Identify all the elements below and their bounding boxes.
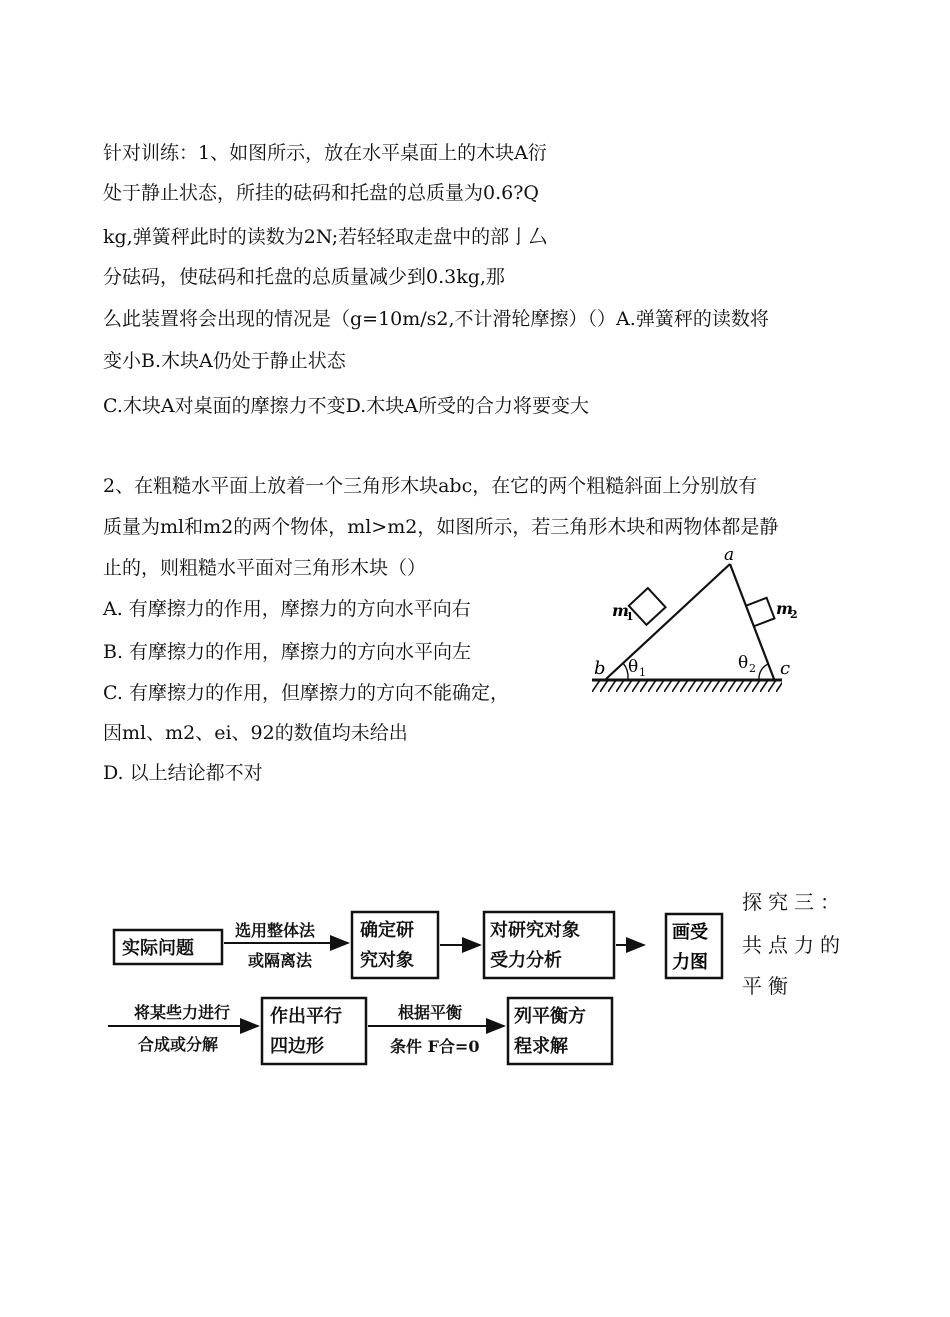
incline-left xyxy=(606,564,730,679)
row2-label-top: 将某些力进行 xyxy=(134,1003,231,1022)
label-a: a xyxy=(724,548,735,565)
q2-line-3: 止的，则粗糙水平面对三角形木块（） xyxy=(103,557,427,579)
label-theta2-sub: 2 xyxy=(749,662,756,675)
box-force-analysis-top: 对研究对象 xyxy=(490,920,580,941)
box-draw-force-diagram xyxy=(664,912,726,982)
step1-label-bottom: 或隔离法 xyxy=(248,951,313,970)
box-parallelogram-bottom: 四边形 xyxy=(270,1036,324,1057)
q1-line-7: C.木块A对桌面的摩擦力不变D.木块A所受的合力将要变大 xyxy=(103,395,589,417)
q1-line-4: 分砝码，使砝码和托盘的总质量减少到0.3kg,那 xyxy=(103,266,505,288)
q2-line-2: 质量为ml和m2的两个物体，ml>m2，如图所示，若三角形木块和两物体都是静 xyxy=(103,516,779,538)
label-c: c xyxy=(780,658,791,679)
box-force-analysis-bottom: 受力分析 xyxy=(490,950,562,971)
block-m1 xyxy=(629,588,666,625)
q1-line-5: 么此装置将会出现的情况是（g=10m/s2,不计滑轮摩擦）（）A.弹簧秤的读数将 xyxy=(103,308,769,330)
box-solve-equations-bottom: 程求解 xyxy=(514,1036,568,1057)
row2-label-bottom: 合成或分解 xyxy=(138,1035,219,1054)
q1-line-6: 变小B.木块A仍处于静止状态 xyxy=(103,350,346,372)
q2-option-a: A. 有摩擦力的作用，摩擦力的方向水平向右 xyxy=(103,598,471,620)
step-label-top: 根据平衡 xyxy=(398,1003,463,1022)
step-label-bottom: 条件 F合=0 xyxy=(390,1037,480,1056)
label-theta2: θ xyxy=(738,653,749,673)
label-m1: m xyxy=(612,601,629,620)
incline-figure xyxy=(584,548,808,708)
q1-line-2: 处于静止状态，所挂的砝码和托盘的总质量为0.6?Q xyxy=(103,182,539,204)
q2-option-d: D. 以上结论都不对 xyxy=(103,762,263,784)
ground-hatching xyxy=(592,680,782,692)
section-3-line-1: 探究三： xyxy=(742,890,846,914)
q2-option-b: B. 有摩擦力的作用，摩擦力的方向水平向左 xyxy=(103,641,472,663)
box-determine-object-bottom: 究对象 xyxy=(360,950,414,971)
q2-option-c-cont: 因ml、m2、ei、92的数值均未给出 xyxy=(103,722,408,744)
theta2-arc xyxy=(759,664,768,679)
q2-option-c: C. 有摩擦力的作用，但摩擦力的方向不能确定， xyxy=(103,682,509,704)
label-theta1-sub: 1 xyxy=(639,666,646,679)
section-3-line-2: 共点力的 xyxy=(742,933,846,957)
label-theta1: θ xyxy=(628,657,639,677)
block-m2 xyxy=(746,598,774,626)
box-practical-problem-text: 实际问题 xyxy=(122,938,194,959)
label-m1-sub: 1 xyxy=(626,610,634,623)
label-b: b xyxy=(594,658,606,679)
q1-line-1: 针对训练：1、如图所示，放在水平桌面上的木块A衍 xyxy=(103,142,547,164)
label-m2-sub: 2 xyxy=(790,608,798,621)
label-m2: m xyxy=(776,599,793,618)
box-determine-object-top: 确定研 xyxy=(360,920,414,941)
box-parallelogram-top: 作出平行 xyxy=(270,1006,342,1027)
section-3-line-3: 平衡 xyxy=(742,974,794,998)
q1-line-3: kg,弹簧秤此时的读数为2N;若轻轻取走盘中的部亅厶 xyxy=(103,226,548,248)
step1-label-top: 选用整体法 xyxy=(235,921,316,940)
box-draw-force-diagram-top: 画受 xyxy=(672,922,708,943)
box-solve-equations-top: 列平衡方 xyxy=(514,1006,586,1027)
q2-line-1: 2、在粗糙水平面上放着一个三角形木块abc，在它的两个粗糙斜面上分别放有 xyxy=(103,475,758,497)
box-draw-force-diagram-bottom: 力图 xyxy=(672,952,708,973)
flowchart xyxy=(108,900,648,1082)
